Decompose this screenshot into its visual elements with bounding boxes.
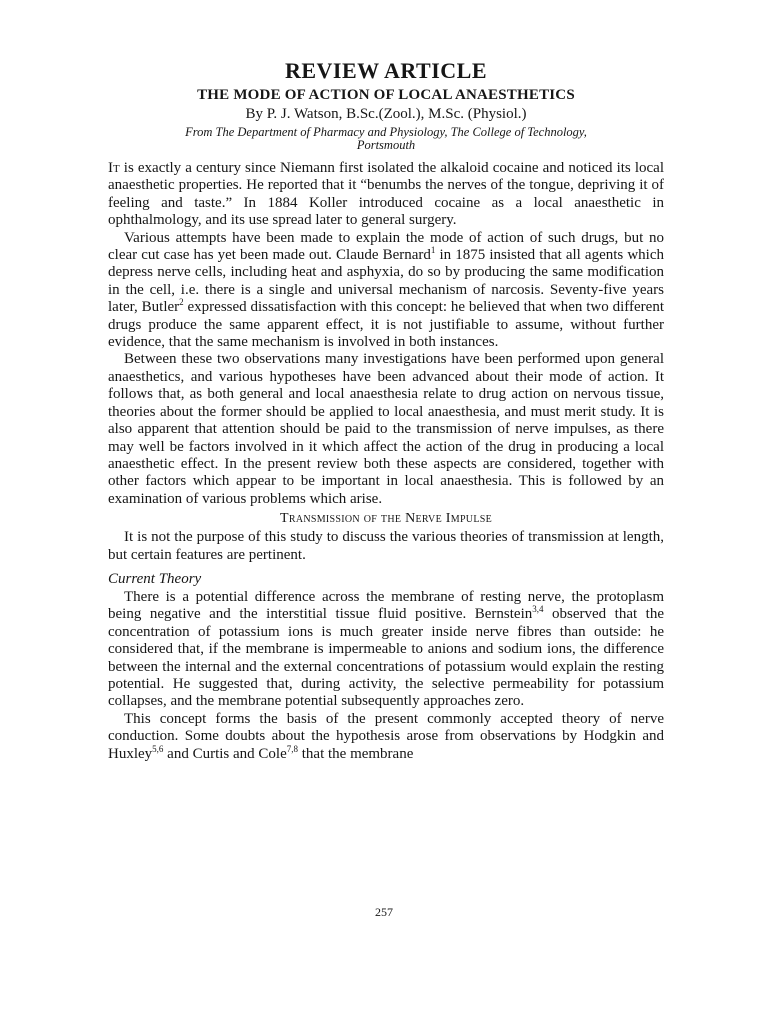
citation-ref: 3,4 [532, 604, 544, 615]
intro-paragraph-1 [108, 160, 664, 230]
subsection-p2-segment-c: that the membrane [298, 745, 414, 762]
affiliation-line-2: Portsmouth [356, 138, 416, 152]
intro-p2-segment-c: expressed dissatisfaction with this concept: he believed that when two different drugs produce the same apparent effect, it is not justifiable to assume, without further evidence, that the same mechanism is involved in both instances. [108, 299, 664, 351]
page-number: 257 [375, 905, 393, 919]
subsection-p1-segment-a: There is a potential difference across the membrane of resting nerve, the protoplasm being negative and the interstitial tissue fluid positive. Bernstein [108, 588, 664, 623]
subsection-paragraph-1 [108, 589, 664, 711]
intro-paragraph-1-text: is exactly a century since Niemann first isolated the alkaloid cocaine and noticed its local anaesthetic properties. He reported that it “benumbs the nerves of the tongue, depriving it of feeling and taste.” In 1884 Koller introduced cocaine as a local anaesthetic in ophthalmology, and its use spread later to general surgery. [108, 160, 664, 229]
author-affiliation [108, 126, 664, 152]
drop-lead-word: It [108, 160, 120, 176]
section-heading: Transmission of the Nerve Impulse [280, 511, 492, 527]
article-body [108, 160, 664, 763]
subsection-p2-segment-b: and Curtis and Cole [163, 745, 287, 762]
intro-p2-segment-b: in 1875 insisted that all agents which depress nerve cells, including heat and asphyxia, do so by producing the same modification in the cell, i.e. there is a single and universal mechanism of narcosis. Seventy-five years later, Butler [108, 247, 664, 316]
subsection-paragraph-2 [108, 711, 664, 763]
intro-p2-segment-a: Various attempts have been made to explain the mode of action of such drugs, but no clear cut case has yet been made out. Claude Bernard [108, 229, 664, 264]
citation-ref: 1 [430, 245, 436, 256]
intro-paragraph-3: Between these two observations many investigations have been performed upon general anaesthetics, and various hypotheses have been advanced about their mode of action. It follows that, as both general and local anaesthesia relate to drug action on nervous tissue, theories about the former should be applied to local anaesthesia, and must merit study. It is also apparent that attention should be paid to the transmission of nerve impulses, as there may well be factors involved in it which affect the action of the drug in producing a local anaesthetic effect. In the present review both these aspects are considered, together with other factors which appear to be important in local anaesthesia. This is followed by an examination of various problems which arise. [108, 351, 664, 507]
intro-paragraph-2 [108, 230, 664, 352]
citation-ref: 2 [179, 297, 184, 308]
subsection-p2-segment-a: This concept forms the basis of the present commonly accepted theory of nerve conduction. Some doubts about the hypothesis arose from observations by Hodgkin and Huxley [108, 710, 664, 762]
subsection-heading: Current Theory [108, 570, 202, 587]
affiliation-line-1: From The Department of Pharmacy and Physiology, The College of Technology, [185, 125, 587, 139]
article-title: THE MODE OF ACTION OF LOCAL ANAESTHETICS [197, 87, 575, 103]
citation-ref: 5,6 [152, 743, 164, 754]
author-byline: By P. J. Watson, B.Sc.(Zool.), M.Sc. (Physiol.) [245, 106, 527, 122]
section-paragraph-1: It is not the purpose of this study to discuss the various theories of transmission at length, but certain features are pertinent. [108, 529, 664, 563]
article-kicker: REVIEW ARTICLE [284, 58, 488, 83]
subsection-p1-segment-b: observed that the concentration of potassium ions is much greater inside nerve fibres than outside: he considered that, if the membrane is impermeable to anions and sodium ions, the difference between the internal and the external concentrations of potassium would explain the resting potential. He suggested that, during activity, the selective permeability for potassium collapses, and the membrane potential subsequently approaches zero. [108, 606, 664, 710]
article-page [108, 58, 664, 763]
citation-ref: 7,8 [286, 743, 298, 754]
